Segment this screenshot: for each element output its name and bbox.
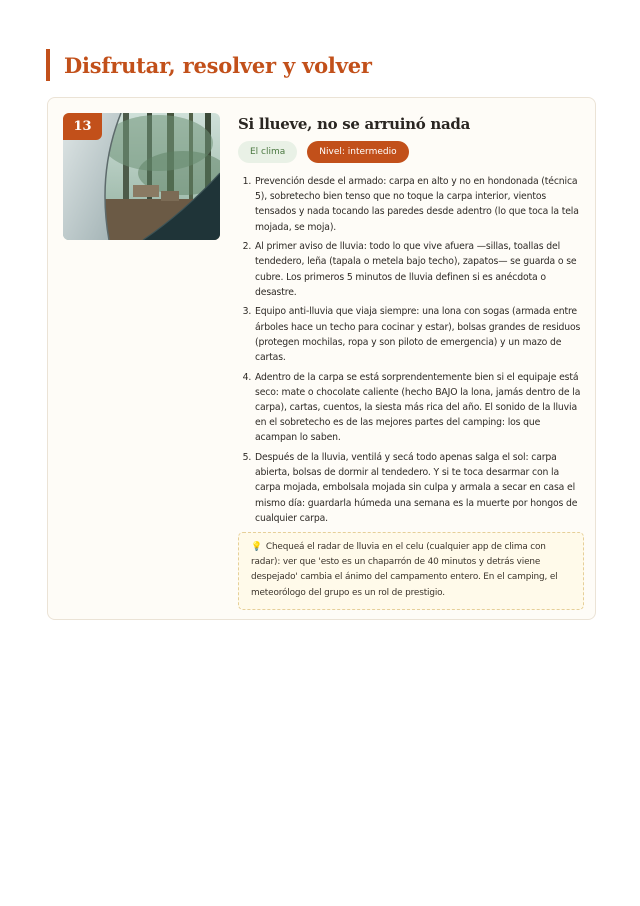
steps-list (238, 174, 584, 526)
list-item: 3. Equipo anti-lluvia que viaja siempre: una lona con sogas (armada entre árboles hace un techo para cocinar y estar), bolsas grandes de residuos (protegen mochilas, ropa y son piloto de emergencia) y un mazo de cartas. (254, 304, 584, 365)
lightbulb-icon: 💡 (251, 542, 262, 553)
list-item: 1. Prevención desde el armado: carpa en alto y no en hondonada (técnica 5), sobretecho bien tenso que no toque la carpa interior, vientos tensados y nada tocando las paredes desde adentro (lo que toca la tela mojada, se moja). (254, 174, 584, 235)
tent-forest-photo (63, 113, 220, 240)
hint-text: Chequeá el radar de lluvia en el celu (cualquier app de clima con radar): ver que 'esto es un chaparrón de 40 minutos y detrás viene despejado' cambia el ánimo del campamento entero. En el camping, el meteorólogo del grupo es un rol de prestigio. (251, 542, 558, 598)
list-item: 5. Después de la lluvia, ventilá y secá todo apenas salga el sol: carpa abierta, bolsas de dormir al tendedero. Y si te toca desarmar con la carpa mojada, embolsala mojada sin culpa y armala a secar en casa el mismo día: guardarla húmeda una semana es la muerte por hongos de cualquier carpa. (254, 450, 584, 526)
tag-list (238, 141, 584, 163)
tag-level: Nivel: intermedio (307, 141, 408, 163)
list-item: 4. Adentro de la carpa se está sorprendentemente bien si el equipaje está seco: mate o chocolate caliente (hecho BAJO la lona, jamás dentro de la carpa), cartas, cuentos, la siesta más rica del año. El sonido de la lluvia en el sobretecho es de las mejores partes del camping: los que acampan lo saben. (254, 370, 584, 446)
list-item: 2. Al primer aviso de lluvia: todo lo que vive afuera —sillas, toallas del tendedero, leña (tapala o metela bajo techo), zapatos— se guarda o se cubre. Los primeros 5 minutos de lluvia definen si es anécdota o desastre. (254, 239, 584, 300)
section-title: Disfrutar, resolver y volver (46, 49, 372, 81)
tag-topic: El clima (238, 141, 297, 163)
tip-card (47, 97, 596, 620)
tip-content (238, 113, 584, 610)
tip-number-badge: 13 (63, 113, 102, 140)
hint-box (238, 532, 584, 610)
tip-title: Si llueve, no se arruinó nada (238, 115, 471, 133)
